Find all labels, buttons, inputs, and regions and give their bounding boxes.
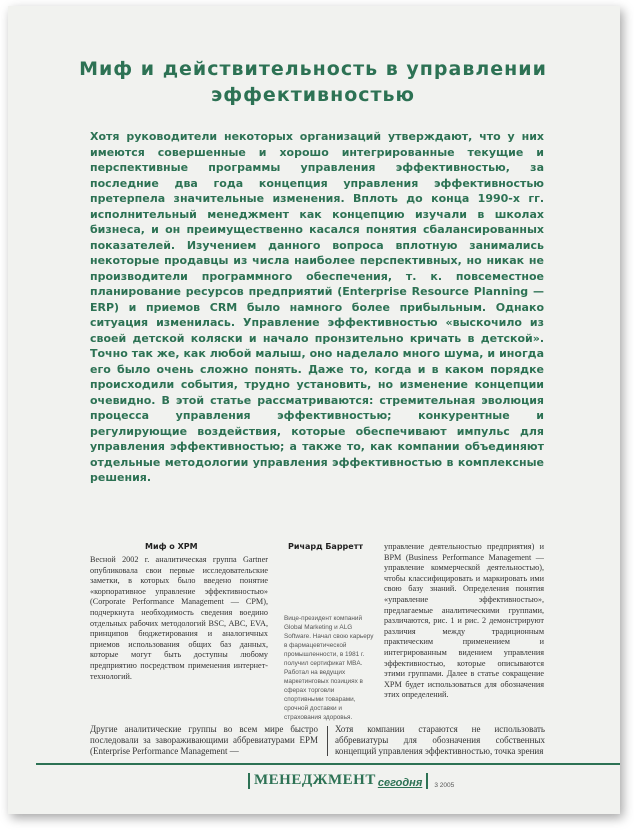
footer-bar-right <box>426 773 428 789</box>
magazine-page <box>8 6 620 814</box>
sidebar-heading: Миф о XPM <box>145 542 198 551</box>
article-title: Миф и действительность в управлении эффективностью <box>79 58 547 106</box>
article-lead: Хотя руководители некоторых организаций утверждают, что у них имеются совершенные и хорошо интегрированные текущие и перспективные программы управления эффективностью, за последние два года концепция управления эффективностью претерпела значительные изменения. Вплоть до конца 1990-х гг. исполнительный менеджмент как концепцию изучали в школах бизнеса, и он преимущественно касался понятия сбалансированных показателей. Изучением данного вопроса вплотную занимались некоторые продавцы из числа наиболее перспективных, но никак не производители программного обеспечения, т. к. повсеместное планирование ресурсов предприятий (Enterprise Resource Planning — ERP) и приемов CRM было намного более прибыльным. Однако ситуация изменилась. Управление эффективностью «выскочило из своей детской коляски и начало пронзительно кричать в детской». Точно так же, как любой малыш, оно наделало много шума, и иногда его было очень сложно понять. Даже то, когда и в каком порядке происходили события, трудно установить, но изменение концепции очевидно. В этой статье рассматриваются: стремительная эволюция процесса управления эффективностью; конкурентные и регулирующие воздействия, которые обеспечивают импульс для управления эффективностью; а также то, как компании объединяют отдельные методологии управления эффективностью в комплексные решения. <box>90 130 544 484</box>
author-name: Ричард Барретт <box>288 542 363 551</box>
footer-bar-left <box>248 773 250 789</box>
column-divider <box>327 726 328 756</box>
author-bio: Вице-президент компаний Global Marketing и ALG Software. Начал свою карьеру в фармацевтической промышленности, в 1981 г. получил сертификат MBA. Работал на ведущих маркетинговых позициях в сферах торговли спортивными товарами, срочной доставки и страхования здоровья. <box>284 615 374 721</box>
magazine-logo-sub: сегодня <box>377 777 423 789</box>
footer-rule <box>36 763 620 765</box>
right-column-text: управление деятельностью предприятия) и BPM (Business Performance Management — управление коммерческой деятельностью), чтобы классифицировать и маркировать ими свою базу знаний. Определения понятия «управление эффективностью», предлагаемые аналитическими группами, различаются, рис. 1 и рис. 2 демонстрируют различия между традиционным практическим применением и интегрированным видением управления эффективностью, которые описываются этими группами. Далее в статье сокращение XPM будет использоваться для обозначения этих определений. <box>384 542 544 700</box>
footer <box>244 771 454 789</box>
magazine-logo: МЕНЕДЖМЕНТ <box>254 772 376 788</box>
bottom-left-text: Другие аналитические группы во всем мире быстро последовали за завораживающими аббревиатурами EPM (Enterprise Performance Management — <box>90 724 318 756</box>
sidebar-text: Весной 2002 г. аналитическая группа Gartner опубликовала свои первые исследовательские заметки, в которых было введено понятие «корпоративное управление эффективностью» (Corporate Performance Management — CPM), подчеркнута необходимость сведения воедино отдельных рабочих методологий BSC, ABC, EVA, принципов бюджетирования и аналогичных приемов использования общих баз данных, которые могут быть доступны любому предприятию посредством применения интернет-технологий. <box>90 555 268 681</box>
issue-number: 3 2005 <box>434 782 455 789</box>
bottom-right-text: Хотя компании стараются не использовать аббревиатуры для обозначения собственных концепций управления эффективностью, точка зрения <box>335 724 545 756</box>
